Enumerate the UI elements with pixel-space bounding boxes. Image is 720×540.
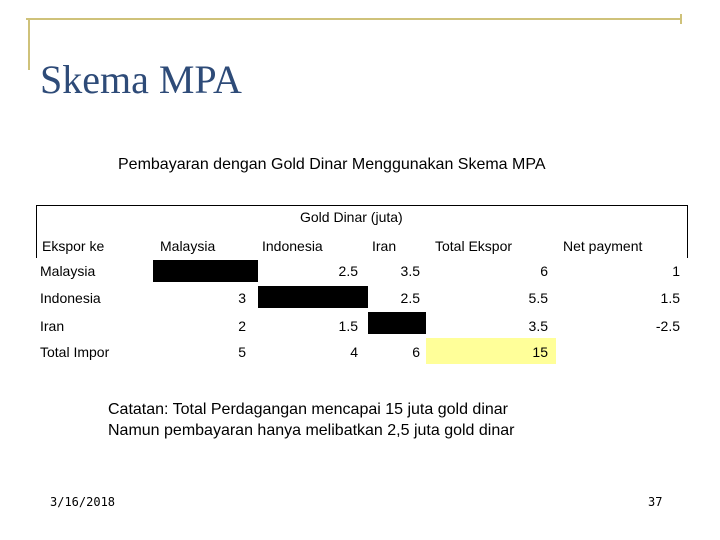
cell-iran-total: 3.5 xyxy=(528,318,548,334)
header-indonesia: Indonesia xyxy=(262,238,323,254)
frame-top-line xyxy=(26,18,680,20)
cell-indonesia-total: 5.5 xyxy=(528,290,548,306)
note-line-2: Namun pembayaran hanya melibatkan 2,5 juta gold dinar xyxy=(108,422,515,439)
table-title: Pembayaran dengan Gold Dinar Menggunakan Skema MPA xyxy=(118,156,546,173)
cell-total-total: 15 xyxy=(532,344,548,360)
cell-total-iran: 6 xyxy=(412,344,420,360)
row-label-malaysia: Malaysia xyxy=(40,263,96,279)
header-malaysia: Malaysia xyxy=(160,238,216,254)
header-ekspor-ke: Ekspor ke xyxy=(42,238,105,254)
cell-total-malaysia: 5 xyxy=(238,344,246,360)
frame-right-tick xyxy=(680,14,682,24)
header-total-ekspor: Total Ekspor xyxy=(435,238,513,254)
slide-title: Skema MPA xyxy=(40,57,242,102)
header-iran: Iran xyxy=(372,238,397,254)
row-label-iran: Iran xyxy=(40,318,65,334)
diagonal-block-malaysia xyxy=(153,260,258,282)
row-label-total-impor: Total Impor xyxy=(40,344,110,360)
diagonal-block-iran xyxy=(368,312,426,334)
page-number: 37 xyxy=(648,495,663,509)
cell-malaysia-iran: 3.5 xyxy=(400,263,420,279)
header-net-payment: Net payment xyxy=(563,238,643,254)
cell-iran-net: -2.5 xyxy=(655,318,680,334)
frame-left-line xyxy=(28,18,30,70)
cell-indonesia-net: 1.5 xyxy=(660,290,680,306)
cell-malaysia-total: 6 xyxy=(540,263,548,279)
slide-date: 3/16/2018 xyxy=(50,495,116,509)
note-line-1: Catatan: Total Perdagangan mencapai 15 juta gold dinar xyxy=(108,401,508,418)
table-caption: Gold Dinar (juta) xyxy=(300,209,403,225)
cell-malaysia-indonesia: 2.5 xyxy=(338,263,358,279)
cell-indonesia-iran: 2.5 xyxy=(400,290,420,306)
cell-iran-indonesia: 1.5 xyxy=(338,318,358,334)
diagonal-block-indonesia xyxy=(258,286,368,308)
row-label-indonesia: Indonesia xyxy=(40,290,101,306)
cell-malaysia-net: 1 xyxy=(672,263,680,279)
cell-total-indonesia: 4 xyxy=(350,344,358,360)
cell-iran-malaysia: 2 xyxy=(238,318,246,334)
cell-indonesia-malaysia: 3 xyxy=(238,290,246,306)
